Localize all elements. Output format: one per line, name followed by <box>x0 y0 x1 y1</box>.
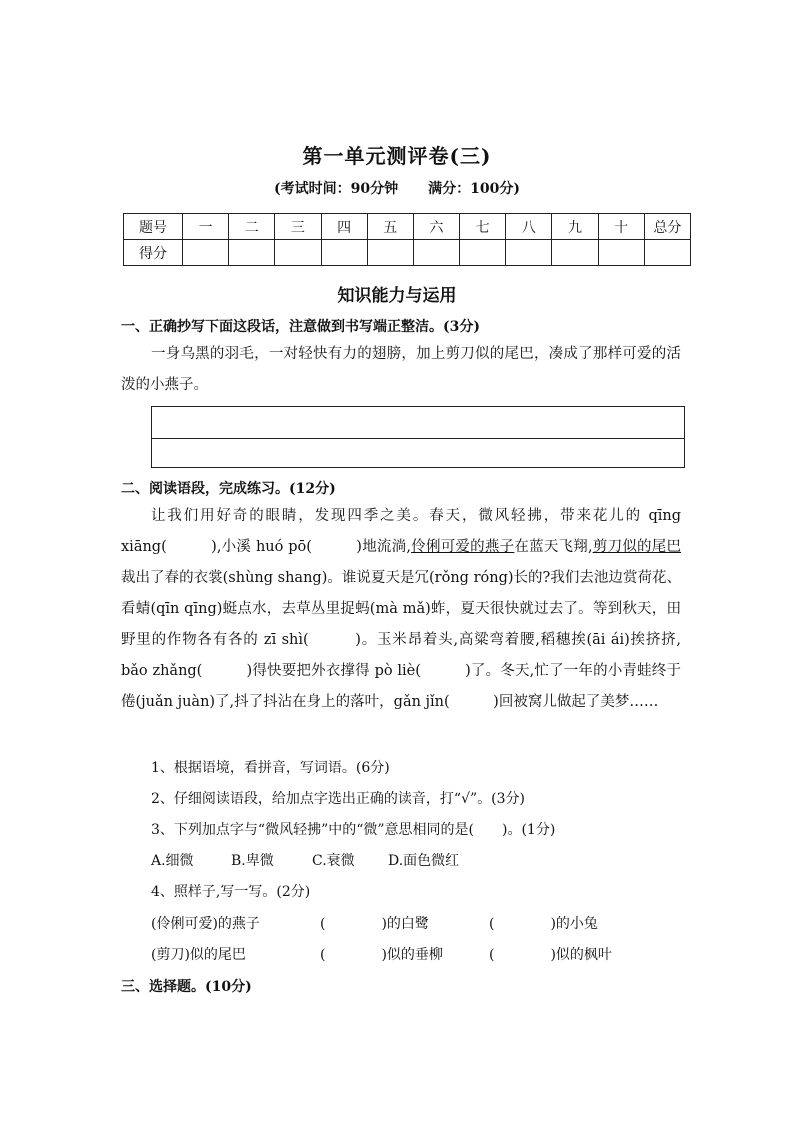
score-header-cell: 五 <box>367 214 413 240</box>
subquestion-1: 1、根据语境，看拼音，写词语。(6分) <box>151 760 390 776</box>
score-cell[interactable] <box>183 240 229 266</box>
score-table-header-row <box>124 214 691 240</box>
score-header-cell: 一 <box>183 214 229 240</box>
score-header-cell: 九 <box>552 214 598 240</box>
subquestion-3: 3、下列加点字与“微风轻拂”中的“微”意思相同的是( )。(1分) <box>151 822 556 838</box>
score-cell[interactable] <box>413 240 459 266</box>
score-cell[interactable] <box>460 240 506 266</box>
question-3-heading: 三、选择题。(10分) <box>121 979 252 995</box>
subquestion-4: 4、照样子,写一写。(2分) <box>151 884 311 900</box>
score-header-cell: 四 <box>321 214 367 240</box>
score-row-label: 得分 <box>124 240 183 266</box>
score-table-score-row <box>124 240 691 266</box>
score-cell[interactable] <box>229 240 275 266</box>
option-d: D.面色微红 <box>388 853 460 869</box>
section-title: 知识能力与运用 <box>337 286 457 306</box>
question-1-text: 一身乌黑的羽毛，一对轻快有力的翅膀，加上剪刀似的尾巴，凑成了那样可爱的活泼的小燕子。 <box>121 346 681 393</box>
score-header-cell: 七 <box>460 214 506 240</box>
exam-time: (考试时间：90分钟 <box>274 181 399 197</box>
passage-part-1: 让我们用好奇的眼睛，发现四季之美。春天，微风轻拂，带来花儿的 qīng xiāng( ),小溪 huó pō( )地流淌, <box>121 508 681 555</box>
option-c: C.衰微 <box>312 853 355 869</box>
fill-phrase[interactable]: ( )似的枫叶 <box>489 947 612 963</box>
score-header-cell: 八 <box>506 214 552 240</box>
score-cell[interactable] <box>275 240 321 266</box>
example-phrase: (伶俐可爱)的燕子 <box>151 916 260 932</box>
score-header-cell: 十 <box>598 214 644 240</box>
score-cell[interactable] <box>644 240 690 266</box>
example-phrase: (剪刀)似的尾巴 <box>151 947 246 963</box>
score-cell[interactable] <box>598 240 644 266</box>
copy-writing-box[interactable] <box>151 406 685 468</box>
score-header-cell: 二 <box>229 214 275 240</box>
exam-info <box>0 178 794 198</box>
passage-part-2: 在蓝天飞翔, <box>514 539 593 555</box>
score-header-cell: 题号 <box>124 214 183 240</box>
page-title: 第一单元测评卷(三) <box>302 144 492 168</box>
passage-part-3: 裁出了春的衣裳(shùng shang)。谁说夏天是冗(rǒng róng)长的?我们去池边赏荷花、看蜻(qīn qīng)蜓点水，去草丛里捉蚂(mà mǎ)蚱，夏天很快就过去了。等到秋天，田野里的作物各有各的 zī shì( )。玉米昂着头,高粱弯着腰,稻穗挨(āi ái)挨挤挤, bǎo zhǎng( )得快要把外衣撑得 pò liè( )了。冬天,忙了一年的小青蛙终于倦(juǎn juàn)了,抖了抖沾在身上的落叶，gǎn jǐn( )回被窝儿做起了美梦…… <box>121 570 681 710</box>
score-cell[interactable] <box>506 240 552 266</box>
fill-phrase[interactable]: ( )的白鹭 <box>320 916 429 932</box>
score-header-cell: 三 <box>275 214 321 240</box>
reading-passage <box>121 501 681 718</box>
score-table <box>123 213 691 266</box>
option-a: A.细微 <box>151 853 194 869</box>
option-b: B.卑微 <box>231 853 274 869</box>
underlined-phrase-swallow: 伶俐可爱的燕子 <box>411 539 515 555</box>
fill-phrase[interactable]: ( )的小兔 <box>489 916 598 932</box>
score-cell[interactable] <box>367 240 413 266</box>
underlined-phrase-tail: 剪刀似的尾巴 <box>592 539 682 555</box>
question-1-heading: 一、正确抄写下面这段话，注意做到书写端正整洁。(3分) <box>121 319 480 335</box>
writing-line-divider <box>152 438 684 439</box>
score-header-cell: 六 <box>413 214 459 240</box>
subquestion-2: 2、仔细阅读语段，给加点字选出正确的读音，打“√”。(3分) <box>151 791 525 807</box>
score-cell[interactable] <box>321 240 367 266</box>
score-header-cell: 总分 <box>644 214 690 240</box>
exam-full-score: 满分：100分) <box>428 181 520 197</box>
question-2-heading: 二、阅读语段，完成练习。(12分) <box>121 481 336 497</box>
score-cell[interactable] <box>552 240 598 266</box>
fill-phrase[interactable]: ( )似的垂柳 <box>320 947 443 963</box>
